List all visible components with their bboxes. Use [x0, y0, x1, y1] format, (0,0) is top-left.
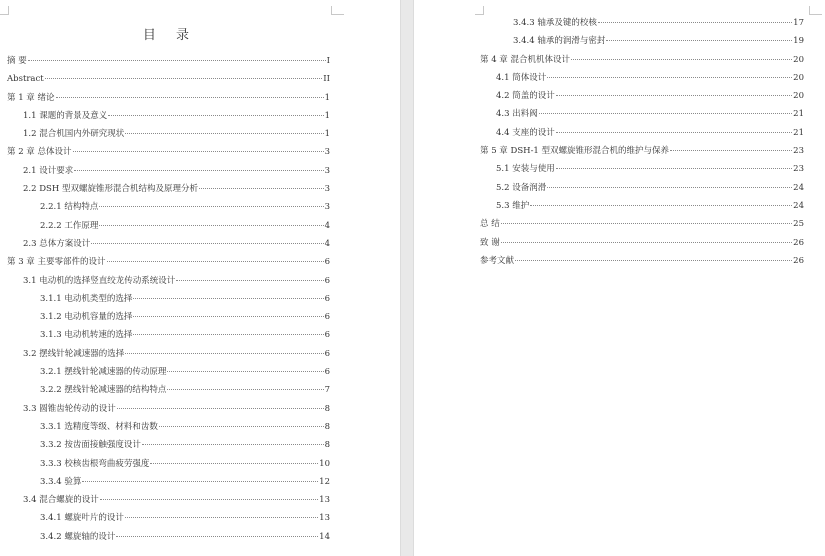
toc-entry[interactable] [7, 326, 330, 344]
dot-leader [159, 426, 324, 427]
toc-entry[interactable] [7, 345, 330, 363]
dot-leader [56, 97, 324, 98]
toc-entry[interactable] [7, 89, 330, 107]
toc-entry-label: 3.4.4 轴承的润滑与密封 [513, 36, 606, 47]
dot-leader [117, 408, 324, 409]
toc-entry[interactable] [480, 69, 804, 87]
toc-entry-page-number: 3 [324, 165, 330, 176]
toc-entry-label: 第 5 章 DSH-1 型双螺旋锥形混合机的维护与保养 [480, 146, 670, 157]
toc-entry[interactable] [7, 381, 330, 399]
toc-entry[interactable] [480, 234, 804, 252]
dot-leader [116, 536, 318, 537]
toc-entry-page-number: 3 [324, 147, 330, 158]
margin-corner-mark [809, 6, 822, 15]
toc-entry[interactable] [7, 162, 330, 180]
table-of-contents-right [480, 14, 804, 270]
toc-entry-page-number: 6 [324, 348, 330, 359]
toc-entry-page-number: 23 [793, 146, 804, 157]
toc-entry[interactable] [7, 308, 330, 326]
toc-entry-page-number: 8 [324, 421, 330, 432]
dot-leader [501, 242, 792, 243]
toc-entry[interactable] [480, 160, 804, 178]
toc-entry[interactable] [480, 197, 804, 215]
toc-entry[interactable] [7, 363, 330, 381]
toc-entry[interactable] [480, 32, 804, 50]
toc-entry[interactable] [7, 107, 330, 125]
toc-entry-label: 2.2.1 结构特点 [40, 202, 99, 213]
toc-entry-page-number: II [323, 74, 330, 85]
toc-entry-label: 第 4 章 混合机机体设计 [480, 54, 571, 65]
dot-leader [133, 316, 323, 317]
dot-leader [133, 334, 323, 335]
toc-entry-label: 第 3 章 主要零部件的设计 [7, 257, 106, 268]
toc-entry-page-number: 8 [324, 403, 330, 414]
dot-leader [125, 133, 323, 134]
toc-entry[interactable] [7, 455, 330, 473]
dot-leader [125, 517, 318, 518]
toc-entry-label: 5.3 维护 [496, 200, 530, 211]
toc-entry-page-number: 26 [793, 255, 804, 266]
dot-leader [571, 59, 792, 60]
toc-entry-label: 3.2 摆线针轮减速器的选择 [23, 348, 125, 359]
toc-entry-page-number: 3 [324, 202, 330, 213]
toc-entry[interactable] [7, 436, 330, 454]
toc-entry-label: 4.1 筒体设计 [496, 72, 547, 83]
margin-corner-mark [331, 6, 344, 15]
toc-entry-label: Abstract [7, 74, 44, 85]
toc-entry-page-number: 13 [319, 495, 330, 506]
page-gutter [400, 0, 414, 556]
toc-entry-label: 3.3.3 校核齿根弯曲疲劳强度 [40, 458, 150, 469]
toc-entry[interactable] [480, 51, 804, 69]
toc-entry-page-number: 20 [793, 54, 804, 65]
toc-entry[interactable] [7, 70, 330, 88]
dot-leader [515, 260, 792, 261]
toc-entry-page-number: 1 [324, 110, 330, 121]
dot-leader [547, 77, 792, 78]
toc-entry-page-number: 20 [793, 72, 804, 83]
toc-entry-page-number: 24 [793, 200, 804, 211]
toc-entry[interactable] [480, 215, 804, 233]
toc-entry-page-number: 6 [324, 330, 330, 341]
dot-leader [176, 280, 323, 281]
toc-entry-label: 摘 要 [7, 56, 27, 66]
dot-leader [606, 40, 792, 41]
toc-entry-label: 3.1.1 电动机类型的选择 [40, 293, 133, 304]
toc-entry[interactable] [7, 491, 330, 509]
dot-leader [74, 170, 323, 171]
dot-leader [530, 205, 792, 206]
toc-entry[interactable] [480, 124, 804, 142]
toc-entry[interactable] [7, 400, 330, 418]
toc-entry-page-number: 13 [319, 513, 330, 524]
toc-entry-page-number: 4 [324, 238, 330, 249]
toc-entry-page-number: 10 [319, 458, 330, 469]
dot-leader [142, 444, 324, 445]
dot-leader [108, 115, 323, 116]
toc-entry-label: 总 结 [480, 219, 500, 230]
toc-entry-label: 3.3 圆锥齿轮传动的设计 [23, 403, 116, 414]
toc-entry-label: 3.4.2 螺旋轴的设计 [40, 531, 116, 542]
toc-entry-page-number: 6 [324, 293, 330, 304]
toc-entry-page-number: 7 [324, 385, 330, 396]
dot-leader [167, 371, 323, 372]
toc-entry-label: 3.1 电动机的选择竖直绞龙传动系统设计 [23, 275, 176, 286]
toc-entry[interactable] [7, 509, 330, 527]
dot-leader [91, 243, 323, 244]
toc-entry-page-number: 6 [324, 312, 330, 323]
toc-entry-label: 4.3 出料阀 [496, 109, 538, 120]
dot-leader [150, 463, 318, 464]
toc-entry-label: 1.2 混合机国内外研究现状 [23, 129, 125, 140]
toc-entry-label: 4.2 筒盖的设计 [496, 91, 555, 102]
toc-entry-page-number: 4 [324, 220, 330, 231]
toc-entry-page-number: 21 [793, 127, 804, 138]
toc-entry-page-number: 21 [793, 109, 804, 120]
toc-entry-page-number: 24 [793, 182, 804, 193]
toc-entry-label: 5.1 安装与使用 [496, 164, 555, 175]
toc-title: 目 录 [142, 28, 198, 43]
toc-entry-page-number: 6 [324, 275, 330, 286]
toc-entry[interactable] [7, 528, 330, 546]
toc-entry[interactable] [7, 235, 330, 253]
toc-entry-page-number: 6 [324, 257, 330, 268]
dot-leader [99, 206, 323, 207]
dot-leader [539, 113, 792, 114]
toc-entry-label: 5.2 设备润滑 [496, 182, 547, 193]
toc-entry-page-number: 8 [324, 440, 330, 451]
margin-corner-mark [0, 6, 9, 15]
dot-leader [598, 22, 792, 23]
toc-entry[interactable] [7, 125, 330, 143]
dot-leader [547, 187, 792, 188]
toc-entry-page-number: 1 [324, 129, 330, 140]
toc-entry-label: 3.4.3 轴承及键的校核 [513, 18, 597, 28]
toc-entry-page-number: 20 [793, 91, 804, 102]
toc-entry[interactable] [7, 143, 330, 161]
dot-leader [28, 60, 326, 61]
dot-leader [100, 499, 318, 500]
toc-entry-page-number: 26 [793, 237, 804, 248]
toc-entry[interactable] [480, 105, 804, 123]
toc-entry-label: 第 1 章 绪论 [7, 92, 55, 103]
dot-leader [556, 95, 792, 96]
toc-entry[interactable] [7, 52, 330, 70]
toc-entry-page-number: 3 [324, 184, 330, 195]
toc-entry-page-number: 19 [793, 36, 804, 47]
toc-entry-page-number: 1 [324, 92, 330, 103]
dot-leader [107, 261, 324, 262]
dot-leader [167, 389, 323, 390]
toc-entry-label: 3.1.2 电动机容量的选择 [40, 312, 133, 323]
dot-leader [125, 353, 323, 354]
toc-entry-page-number: 14 [319, 531, 330, 542]
toc-entry-label: 3.3.4 验算 [40, 476, 82, 487]
toc-entry[interactable] [480, 142, 804, 160]
toc-entry-label: 3.1.3 电动机转速的选择 [40, 330, 133, 341]
toc-entry[interactable] [7, 290, 330, 308]
toc-entry-label: 第 2 章 总体设计 [7, 147, 72, 158]
dot-leader [73, 151, 324, 152]
toc-entry-label: 1.1 课题的背景及意义 [23, 110, 108, 121]
toc-entry[interactable] [480, 14, 804, 32]
dot-leader [501, 223, 792, 224]
toc-entry-label: 2.2 DSH 型双螺旋锥形混合机结构及原理分析 [23, 184, 198, 195]
dot-leader [99, 225, 323, 226]
toc-entry[interactable] [480, 252, 804, 270]
toc-entry[interactable] [7, 180, 330, 198]
toc-entry-page-number: 6 [324, 367, 330, 378]
toc-entry-label: 3.3.1 选精度等级、材料和齿数 [40, 421, 158, 432]
dot-leader [670, 150, 792, 151]
dot-leader [556, 132, 792, 133]
document-page-left [0, 0, 400, 556]
dot-leader [199, 188, 324, 189]
toc-entry[interactable] [7, 198, 330, 216]
toc-entry[interactable] [7, 217, 330, 235]
toc-entry[interactable] [7, 272, 330, 290]
toc-entry-label: 2.1 设计要求 [23, 165, 74, 176]
toc-entry-page-number: 23 [793, 164, 804, 175]
toc-entry-label: 3.2.1 摆线针轮减速器的传动原理 [40, 367, 167, 378]
toc-entry-label: 2.2.2 工作原理 [40, 220, 99, 231]
toc-entry-label: 致 谢 [480, 237, 500, 248]
toc-entry-page-number: I [326, 56, 330, 66]
toc-entry[interactable] [7, 473, 330, 491]
toc-entry-label: 3.2.2 摆线针轮减速器的结构特点 [40, 385, 167, 396]
toc-entry[interactable] [7, 253, 330, 271]
toc-entry[interactable] [480, 179, 804, 197]
toc-entry[interactable] [7, 418, 330, 436]
toc-entry-label: 4.4 支座的设计 [496, 127, 555, 138]
toc-entry-label: 3.4 混合螺旋的设计 [23, 495, 99, 506]
dot-leader [82, 481, 318, 482]
toc-entry-label: 3.4.1 螺旋叶片的设计 [40, 513, 124, 524]
table-of-contents-left [7, 52, 330, 546]
dot-leader [45, 78, 323, 79]
toc-entry-label: 参考文献 [480, 255, 515, 266]
dot-leader [556, 168, 792, 169]
document-page-right [414, 0, 825, 556]
toc-entry[interactable] [480, 87, 804, 105]
toc-entry-label: 2.3 总体方案设计 [23, 238, 91, 249]
toc-entry-label: 3.3.2 按齿面接触强度设计 [40, 440, 141, 451]
toc-entry-page-number: 25 [793, 219, 804, 230]
toc-entry-page-number: 17 [793, 18, 804, 28]
dot-leader [133, 298, 323, 299]
toc-entry-page-number: 12 [319, 476, 330, 487]
